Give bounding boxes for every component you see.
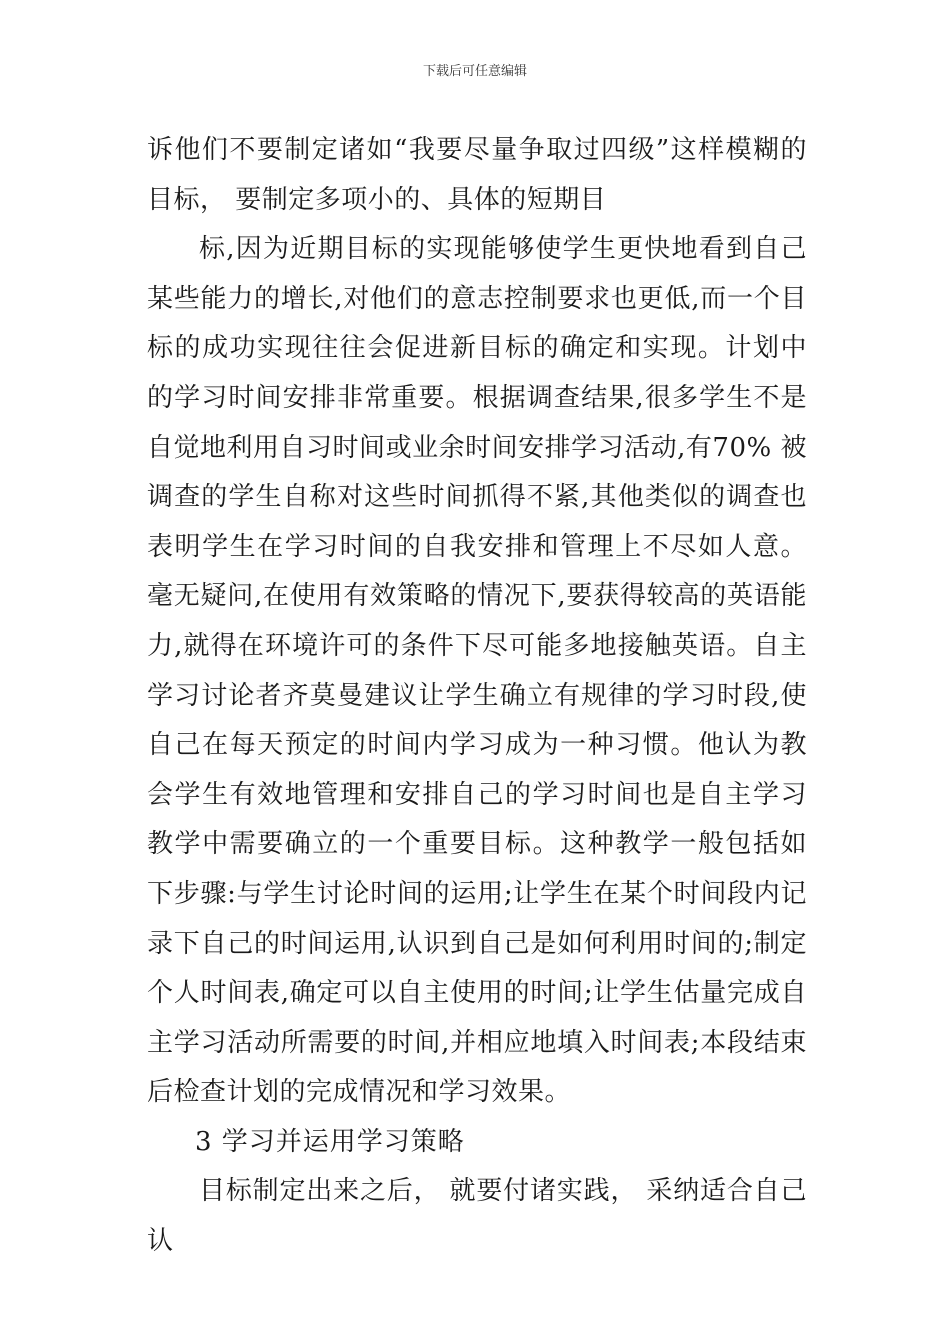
paragraph-continuation: 诉他们不要制定诸如“我要尽量争取过四级”这样模糊的目标， 要制定多项小的、具体的短期目 bbox=[147, 135, 807, 215]
document-body bbox=[147, 126, 807, 1267]
paragraph-strategy: 目标制定出来之后， 就要付诸实践， 采纳适合自己认 bbox=[147, 1176, 807, 1257]
paragraph-study-time: 标,因为近期目标的实现能够使学生更快地看到自己某些能力的增长,对他们的意志控制要求也更低,而一个目标的成功实现往往会促进新目标的确定和实现。计划中的学习时间安排非常重要。根据调查结果,很多学生不是自觉地利用自习时间或业余时间安排学习活动,有70% 被调查的学生自称对这些时间抓得不紧,其他类似的调查也表明学生在学习时间的自我安排和管理上不尽如人意。毫无疑问,在使用有效策略的情况下,要获得较高的英语能力,就得在环境许可的条件下尽可能多地接触英语。自主学习讨论者齐莫曼建议让学生确立有规律的学习时段,使自己在每天预定的时间内学习成为一种习惯。他认为教会学生有效地管理和安排自己的学习时间也是自主学习教学中需要确立的一个重要目标。这种教学一般包括如下步骤:与学生讨论时间的运用;让学生在某个时间段内记录下自己的时间运用,认识到自己是如何利用时间的;制定个人时间表,确定可以自主使用的时间;让学生估量完成自主学习活动所需要的时间,并相应地填入时间表;本段结束后检查计划的完成情况和学习效果。 bbox=[147, 234, 807, 1108]
section-heading: 3 学习并运用学习策略 bbox=[195, 1126, 465, 1157]
page-header: 下载后可任意编辑 bbox=[422, 64, 527, 79]
